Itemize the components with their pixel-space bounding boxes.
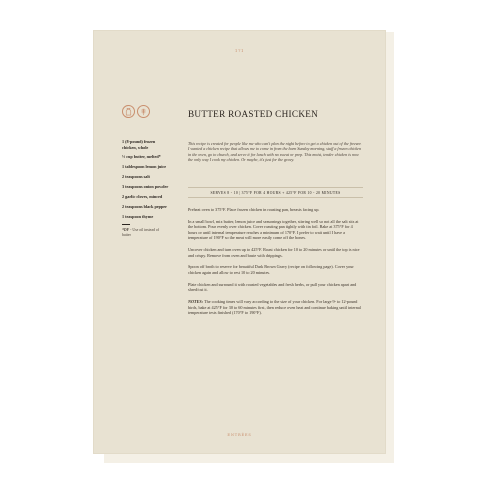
ingredient-name: black pepper [143, 203, 168, 209]
ingredient-name: thyme [142, 213, 154, 219]
section-footer: ENTRÉES [227, 433, 252, 437]
ingredient-amount: 2 teaspoons [122, 174, 143, 180]
recipe-steps [188, 207, 363, 322]
ingredient-item [122, 204, 170, 210]
ingredient-name: lemon juice [145, 164, 167, 170]
ingredient-note-text: - Use oil instead of butter [122, 227, 160, 237]
diet-icons [122, 105, 150, 118]
ingredient-item [122, 154, 170, 160]
ingredient-name: butter, melted* [133, 154, 161, 160]
ingredient-item [122, 184, 170, 190]
ingredient-amount: 3 teaspoons [122, 184, 143, 190]
recipe-intro: This recipe is created for people like me who can't plan the night before to get a chicken out of the freezer. I wanted a chicken recipe that allows me to come in from the barn Sunday morning, stuff a frozen chicken in the oven, go to church, and serve it for lunch with no sweat or prep. This moist, tender chicken is now the only way I cook my chicken. Or maybe, it's just for the gravy. [188, 141, 362, 163]
ingredient-item [122, 194, 170, 200]
ingredient-name: salt [143, 174, 150, 180]
notes-text: The cooking times will vary according to the size of your chicken. For large 9- to 12-pound birds, bake at 425°F for 30 to 60 minutes first, then reduce oven heat and continue baking until internal temperature tests finished (170°F to 190°F). [188, 298, 361, 316]
step-paragraph: In a small bowl, mix butter, lemon juice and seasonings together, stirring well so not all the salt sits at the bottom. Pour evenly over chicken. Cover roasting pan tightly with tin foil. Bake at 375°F for 4 hours or until internal temperature reaches a minimum of 170°F. I prefer to wait until I have a temperature of 190°F so the meat will more easily come off the bones. [188, 218, 359, 241]
cookbook-page [93, 30, 386, 454]
ingredient-amount: 2 garlic [122, 194, 136, 200]
recipe-title: BUTTER ROASTED CHICKEN [188, 109, 319, 119]
page-number: 171 [234, 48, 245, 53]
ingredient-item [122, 164, 170, 170]
ingredient-note [122, 228, 166, 238]
step-paragraph: Plate chicken and surround it with roasted vegetables and fresh herbs, or pull your chicken apart and shred/cut it. [188, 281, 357, 293]
step-paragraph: Spoon off broth to reserve for beautiful Dark Brown Gravy (recipe on following page). Cover your chicken again and allow to rest 10 to 20 minutes. [188, 264, 354, 275]
step-paragraph: Uncover chicken and turn oven up to 425°F. Roast chicken for 10 to 20 minutes or until the top is nice and crispy. Remove from oven and baste with drippings. [188, 247, 360, 258]
ingredient-item [122, 174, 170, 180]
step-paragraph: Preheat oven to 375°F. Place frozen chicken in roasting pan, breasts facing up. [188, 207, 320, 212]
ingredient-amount: 1 teaspoon [122, 213, 141, 219]
ingredient-name: onion powder [143, 184, 169, 190]
gluten-free-icon [137, 105, 150, 118]
ingredient-amount: 1 tablespoon [122, 164, 145, 170]
notes-label: NOTES: [188, 298, 204, 304]
ingredient-amount: ½ cup [122, 154, 133, 160]
ingredient-note-label: *DF [122, 227, 130, 232]
ingredient-item [122, 214, 170, 220]
serving-info: SERVES 8 - 10 | 375°F FOR 4 HOURS + 425°F FOR 10 - 20 MINUTES [188, 187, 363, 198]
ingredient-item [122, 139, 170, 150]
ingredient-amount: 1 (8-pound) frozen [122, 139, 156, 144]
recipe-notes [188, 299, 363, 316]
ingredient-name: cloves, minced [136, 194, 163, 200]
ingredient-amount: 2 teaspoons [122, 203, 143, 209]
ingredient-list [122, 139, 170, 238]
ingredient-name: chicken, whole [122, 144, 149, 150]
dairy-free-icon [122, 105, 135, 118]
